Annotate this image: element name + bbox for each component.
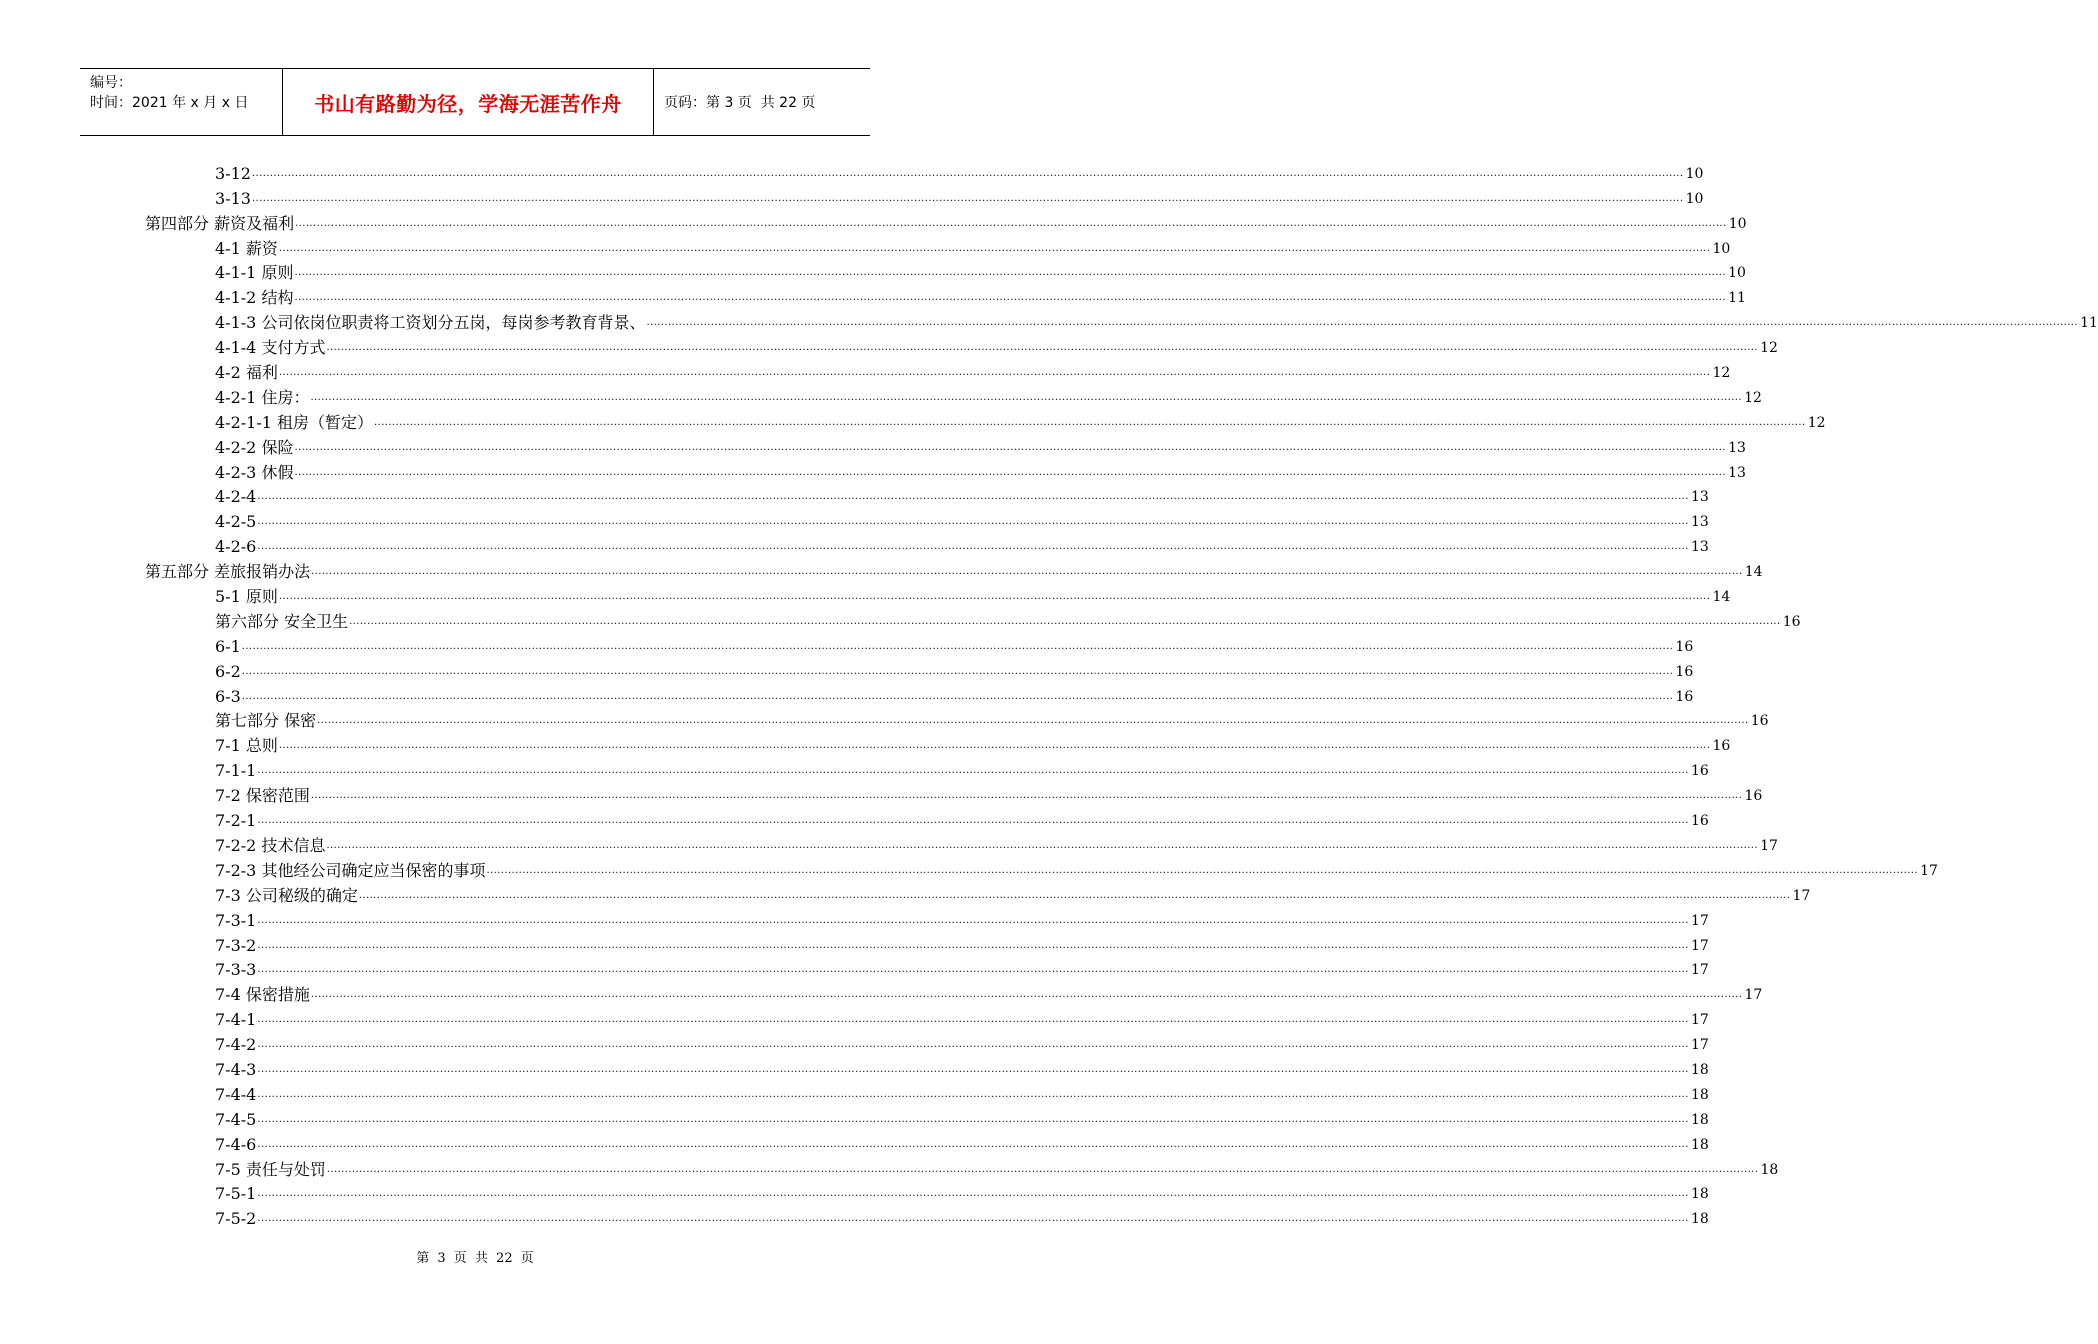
toc-leader-dots: ................................................................................................................................................................................................................................................................................................................................................................................................................ [349, 615, 1781, 627]
toc-entry-page-number: 17 [1760, 837, 1778, 854]
toc-entry[interactable] [215, 483, 1709, 508]
toc-entry[interactable] [215, 1005, 1709, 1030]
toc-entry-label: 第四部分 薪资及福利 [145, 213, 295, 233]
toc-entry-page-number: 13 [1691, 514, 1709, 531]
toc-entry[interactable] [215, 831, 1778, 856]
header-page-info [654, 69, 870, 135]
toc-entry-page-number: 17 [1691, 1037, 1709, 1054]
toc-leader-dots: ................................................................................................................................................................................................................................................................................................................................................................................................................ [486, 864, 1918, 876]
toc-entry-page-number: 13 [1728, 464, 1746, 481]
toc-entry-page-number: 16 [1744, 788, 1763, 805]
toc-leader-dots: ................................................................................................................................................................................................................................................................................................................................................................................................................ [241, 665, 1674, 677]
toc-entry-label: 7-4-5 [215, 1109, 257, 1129]
toc-entry-label: 4-2-5 [215, 512, 257, 532]
toc-entry[interactable] [215, 632, 1694, 657]
toc-entry-label: 4-1-3 公司依岗位职责将工资划分五岗，每岗参考教育背景、 [215, 313, 646, 333]
toc-entry-page-number: 13 [1691, 539, 1709, 556]
toc-entry-label: 7-3 公司秘级的确定 [215, 885, 358, 905]
toc-leader-dots: ................................................................................................................................................................................................................................................................................................................................................................................................................ [257, 516, 1689, 528]
toc-entry-page-number: 18 [1691, 1136, 1709, 1153]
toc-entry[interactable] [215, 781, 1763, 806]
toc-entry-page-number: 10 [1728, 215, 1747, 232]
toc-leader-dots: ................................................................................................................................................................................................................................................................................................................................................................................................................ [251, 167, 1684, 179]
toc-entry-page-number: 17 [1691, 912, 1709, 929]
toc-entry[interactable] [215, 383, 1762, 408]
toc-leader-dots: ................................................................................................................................................................................................................................................................................................................................................................................................................ [317, 715, 1749, 727]
page-header [80, 68, 870, 136]
document-number-label: 编号： [90, 75, 132, 91]
toc-entry-page-number: 12 [1760, 340, 1778, 357]
toc-entry[interactable] [215, 1155, 1779, 1180]
toc-leader-dots: ................................................................................................................................................................................................................................................................................................................................................................................................................ [278, 740, 1711, 752]
toc-entry[interactable] [215, 806, 1709, 831]
toc-entry[interactable] [215, 283, 1746, 308]
toc-entry-label: 4-1 薪资 [215, 238, 278, 258]
toc-leader-dots: ................................................................................................................................................................................................................................................................................................................................................................................................................ [257, 939, 1689, 951]
toc-entry-page-number: 13 [1691, 489, 1709, 506]
toc-entry[interactable] [215, 433, 1746, 458]
toc-leader-dots: ................................................................................................................................................................................................................................................................................................................................................................................................................ [374, 416, 1806, 428]
toc-leader-dots: ................................................................................................................................................................................................................................................................................................................................................................................................................ [251, 192, 1684, 204]
toc-entry-label: 4-2-1-1 租房（暂定） [215, 412, 374, 432]
toc-leader-dots: ................................................................................................................................................................................................................................................................................................................................................................................................................ [646, 317, 2078, 329]
toc-entry[interactable] [215, 1180, 1709, 1205]
toc-entry[interactable] [215, 184, 1704, 209]
toc-leader-dots: ................................................................................................................................................................................................................................................................................................................................................................................................................ [294, 441, 1726, 453]
toc-entry-page-number: 10 [1728, 265, 1746, 282]
toc-entry-page-number: 17 [1920, 862, 1938, 879]
toc-entry[interactable] [215, 1055, 1709, 1080]
toc-entry-page-number: 16 [1750, 713, 1769, 730]
toc-entry[interactable] [215, 308, 2098, 333]
header-meta [80, 69, 282, 135]
toc-leader-dots: ................................................................................................................................................................................................................................................................................................................................................................................................................ [358, 889, 1791, 901]
toc-entry-page-number: 17 [1691, 962, 1709, 979]
toc-entry-label: 4-1-1 原则 [215, 263, 294, 283]
toc-entry[interactable] [215, 507, 1709, 532]
toc-entry[interactable] [215, 731, 1731, 756]
toc-leader-dots: ................................................................................................................................................................................................................................................................................................................................................................................................................ [257, 964, 1689, 976]
toc-leader-dots: ................................................................................................................................................................................................................................................................................................................................................................................................................ [257, 914, 1689, 926]
toc-entry-label: 5-1 原则 [215, 587, 278, 607]
toc-entry-label: 3-13 [215, 188, 251, 208]
toc-entry-label: 7-1-1 [215, 761, 257, 781]
toc-leader-dots: ................................................................................................................................................................................................................................................................................................................................................................................................................ [310, 790, 1743, 802]
toc-entry[interactable] [215, 657, 1694, 682]
toc-leader-dots: ................................................................................................................................................................................................................................................................................................................................................................................................................ [257, 1039, 1689, 1051]
toc-entry-page-number: 18 [1691, 1211, 1709, 1228]
toc-entry-page-number: 16 [1691, 763, 1709, 780]
toc-entry[interactable] [215, 458, 1746, 483]
toc-entry-label: 4-1-4 支付方式 [215, 338, 326, 358]
toc-leader-dots: ................................................................................................................................................................................................................................................................................................................................................................................................................ [326, 839, 1758, 851]
toc-entry-page-number: 10 [1712, 240, 1731, 257]
toc-entry-page-number: 11 [2080, 315, 2098, 332]
toc-leader-dots: ................................................................................................................................................................................................................................................................................................................................................................................................................ [311, 566, 1743, 578]
header-motto: 书山有路勤为径，学海无涯苦作舟 [282, 69, 654, 135]
toc-leader-dots: ................................................................................................................................................................................................................................................................................................................................................................................................................ [326, 342, 1758, 354]
toc-entry[interactable] [215, 707, 1769, 732]
toc-leader-dots: ................................................................................................................................................................................................................................................................................................................................................................................................................ [241, 690, 1674, 702]
toc-leader-dots: ................................................................................................................................................................................................................................................................................................................................................................................................................ [257, 491, 1689, 503]
toc-entry-page-number: 10 [1685, 165, 1704, 182]
toc-leader-dots: ................................................................................................................................................................................................................................................................................................................................................................................................................ [257, 1113, 1689, 1125]
toc-entry-label: 7-4-2 [215, 1035, 257, 1055]
toc-entry-page-number: 12 [1807, 414, 1826, 431]
toc-entry[interactable] [215, 607, 1801, 632]
toc-entry[interactable] [215, 1030, 1709, 1055]
toc-entry[interactable] [215, 682, 1694, 707]
toc-entry-label: 7-2 保密范围 [215, 786, 310, 806]
toc-entry[interactable] [215, 856, 1938, 881]
toc-entry-label: 第五部分 差旅报销办法 [145, 562, 311, 582]
toc-entry-label: 4-2-3 休假 [215, 462, 294, 482]
toc-leader-dots: ................................................................................................................................................................................................................................................................................................................................................................................................................ [295, 217, 1727, 229]
toc-entry-label: 7-4-6 [215, 1134, 257, 1154]
toc-entry-page-number: 18 [1691, 1186, 1709, 1203]
toc-leader-dots: ................................................................................................................................................................................................................................................................................................................................................................................................................ [257, 541, 1689, 553]
toc-entry[interactable] [215, 358, 1731, 383]
toc-entry-label: 7-4-4 [215, 1084, 257, 1104]
toc-entry[interactable] [215, 408, 1826, 433]
toc-entry-page-number: 18 [1691, 1086, 1709, 1103]
toc-entry-label: 第七部分 保密 [215, 711, 317, 731]
toc-entry-page-number: 16 [1675, 663, 1694, 680]
toc-leader-dots: ................................................................................................................................................................................................................................................................................................................................................................................................................ [294, 267, 1726, 279]
header-page-info-text: 页码：第 3 页 共 22 页 [664, 95, 816, 111]
toc-entry-label: 7-3-2 [215, 935, 257, 955]
toc-entry-label: 3-12 [215, 163, 251, 183]
toc-entry-label: 4-2-1 住房： [215, 387, 310, 407]
toc-leader-dots: ................................................................................................................................................................................................................................................................................................................................................................................................................ [278, 242, 1711, 254]
toc-entry[interactable] [145, 209, 1747, 234]
toc-entry-page-number: 18 [1691, 1061, 1709, 1078]
toc-entry-label: 第六部分 安全卫生 [215, 611, 349, 631]
toc-entry-label: 7-4 保密措施 [215, 985, 310, 1005]
toc-entry-page-number: 16 [1782, 613, 1801, 630]
toc-entry-page-number: 18 [1760, 1161, 1779, 1178]
toc-entry[interactable] [215, 234, 1731, 259]
toc-entry-label: 7-5 责任与处罚 [215, 1159, 326, 1179]
toc-entry-label: 4-2-6 [215, 537, 257, 557]
toc-entry[interactable] [215, 956, 1709, 981]
toc-entry-page-number: 17 [1744, 987, 1763, 1004]
toc-entry-page-number: 12 [1744, 389, 1762, 406]
toc-entry-label: 4-2-4 [215, 487, 257, 507]
toc-entry[interactable] [215, 333, 1778, 358]
toc-entry[interactable] [215, 1105, 1709, 1130]
toc-leader-dots: ................................................................................................................................................................................................................................................................................................................................................................................................................ [257, 1188, 1689, 1200]
toc-entry-label: 6-3 [215, 686, 241, 706]
toc-entry[interactable] [215, 881, 1811, 906]
toc-entry-label: 7-1 总则 [215, 736, 278, 756]
toc-entry-page-number: 14 [1744, 564, 1763, 581]
toc-entry-label: 7-4-3 [215, 1059, 257, 1079]
toc-entry-page-number: 18 [1691, 1111, 1709, 1128]
toc-entry[interactable] [145, 557, 1763, 582]
toc-entry-label: 7-4-1 [215, 1010, 257, 1030]
toc-leader-dots: ................................................................................................................................................................................................................................................................................................................................................................................................................ [241, 640, 1674, 652]
toc-entry[interactable] [215, 532, 1709, 557]
toc-leader-dots: ................................................................................................................................................................................................................................................................................................................................................................................................................ [294, 466, 1726, 478]
toc-entry-page-number: 17 [1691, 937, 1709, 954]
toc-entry[interactable] [215, 906, 1709, 931]
toc-entry-label: 4-1-2 结构 [215, 288, 294, 308]
document-time-label: 时间：2021 年 x 月 x 日 [90, 95, 249, 111]
toc-leader-dots: ................................................................................................................................................................................................................................................................................................................................................................................................................ [278, 367, 1711, 379]
toc-entry[interactable] [215, 980, 1763, 1005]
toc-entry[interactable] [215, 756, 1709, 781]
toc-entry-label: 7-5-1 [215, 1184, 257, 1204]
toc-entry-label: 7-2-2 技术信息 [215, 835, 326, 855]
toc-entry[interactable] [215, 931, 1709, 956]
toc-leader-dots: ................................................................................................................................................................................................................................................................................................................................................................................................................ [278, 591, 1711, 603]
toc-leader-dots: ................................................................................................................................................................................................................................................................................................................................................................................................................ [257, 1014, 1689, 1026]
toc-entry[interactable] [215, 1204, 1709, 1229]
toc-entry-page-number: 14 [1712, 589, 1731, 606]
toc-entry[interactable] [215, 1080, 1709, 1105]
toc-entry[interactable] [215, 159, 1704, 184]
toc-leader-dots: ................................................................................................................................................................................................................................................................................................................................................................................................................ [310, 391, 1742, 403]
toc-entry-label: 7-3-1 [215, 910, 257, 930]
toc-entry-label: 4-2-2 保险 [215, 437, 294, 457]
toc-entry[interactable] [215, 582, 1731, 607]
toc-entry-page-number: 16 [1675, 638, 1694, 655]
toc-entry-page-number: 11 [1728, 290, 1746, 307]
toc-entry-label: 7-3-3 [215, 960, 257, 980]
toc-leader-dots: ................................................................................................................................................................................................................................................................................................................................................................................................................ [257, 1088, 1689, 1100]
toc-entry-page-number: 16 [1712, 738, 1731, 755]
toc-entry[interactable] [215, 259, 1746, 284]
toc-entry-page-number: 13 [1728, 439, 1746, 456]
toc-entry-page-number: 16 [1675, 688, 1694, 705]
toc-entry-label: 6-2 [215, 661, 241, 681]
toc-entry-page-number: 17 [1792, 887, 1811, 904]
toc-entry-page-number: 17 [1691, 1012, 1709, 1029]
toc-entry-label: 4-2 福利 [215, 363, 278, 383]
toc-leader-dots: ................................................................................................................................................................................................................................................................................................................................................................................................................ [257, 1213, 1689, 1225]
toc-leader-dots: ................................................................................................................................................................................................................................................................................................................................................................................................................ [257, 1138, 1689, 1150]
toc-leader-dots: ................................................................................................................................................................................................................................................................................................................................................................................................................ [326, 1163, 1759, 1175]
toc-entry-page-number: 10 [1685, 190, 1704, 207]
toc-entry-label: 7-5-2 [215, 1209, 257, 1229]
page-footer: 第 3 页 共 22 页 [416, 1251, 534, 1266]
toc-entry-page-number: 16 [1691, 813, 1709, 830]
toc-entry-label: 7-2-3 其他经公司确定应当保密的事项 [215, 860, 486, 880]
toc-leader-dots: ................................................................................................................................................................................................................................................................................................................................................................................................................ [257, 815, 1689, 827]
toc-leader-dots: ................................................................................................................................................................................................................................................................................................................................................................................................................ [310, 989, 1743, 1001]
toc-entry-page-number: 12 [1712, 365, 1731, 382]
toc-entry[interactable] [215, 1130, 1709, 1155]
toc-entry-label: 6-1 [215, 636, 241, 656]
table-of-contents [0, 159, 2098, 1229]
toc-leader-dots: ................................................................................................................................................................................................................................................................................................................................................................................................................ [257, 765, 1689, 777]
toc-leader-dots: ................................................................................................................................................................................................................................................................................................................................................................................................................ [257, 1063, 1689, 1075]
toc-leader-dots: ................................................................................................................................................................................................................................................................................................................................................................................................................ [294, 292, 1726, 304]
toc-entry-label: 7-2-1 [215, 811, 257, 831]
